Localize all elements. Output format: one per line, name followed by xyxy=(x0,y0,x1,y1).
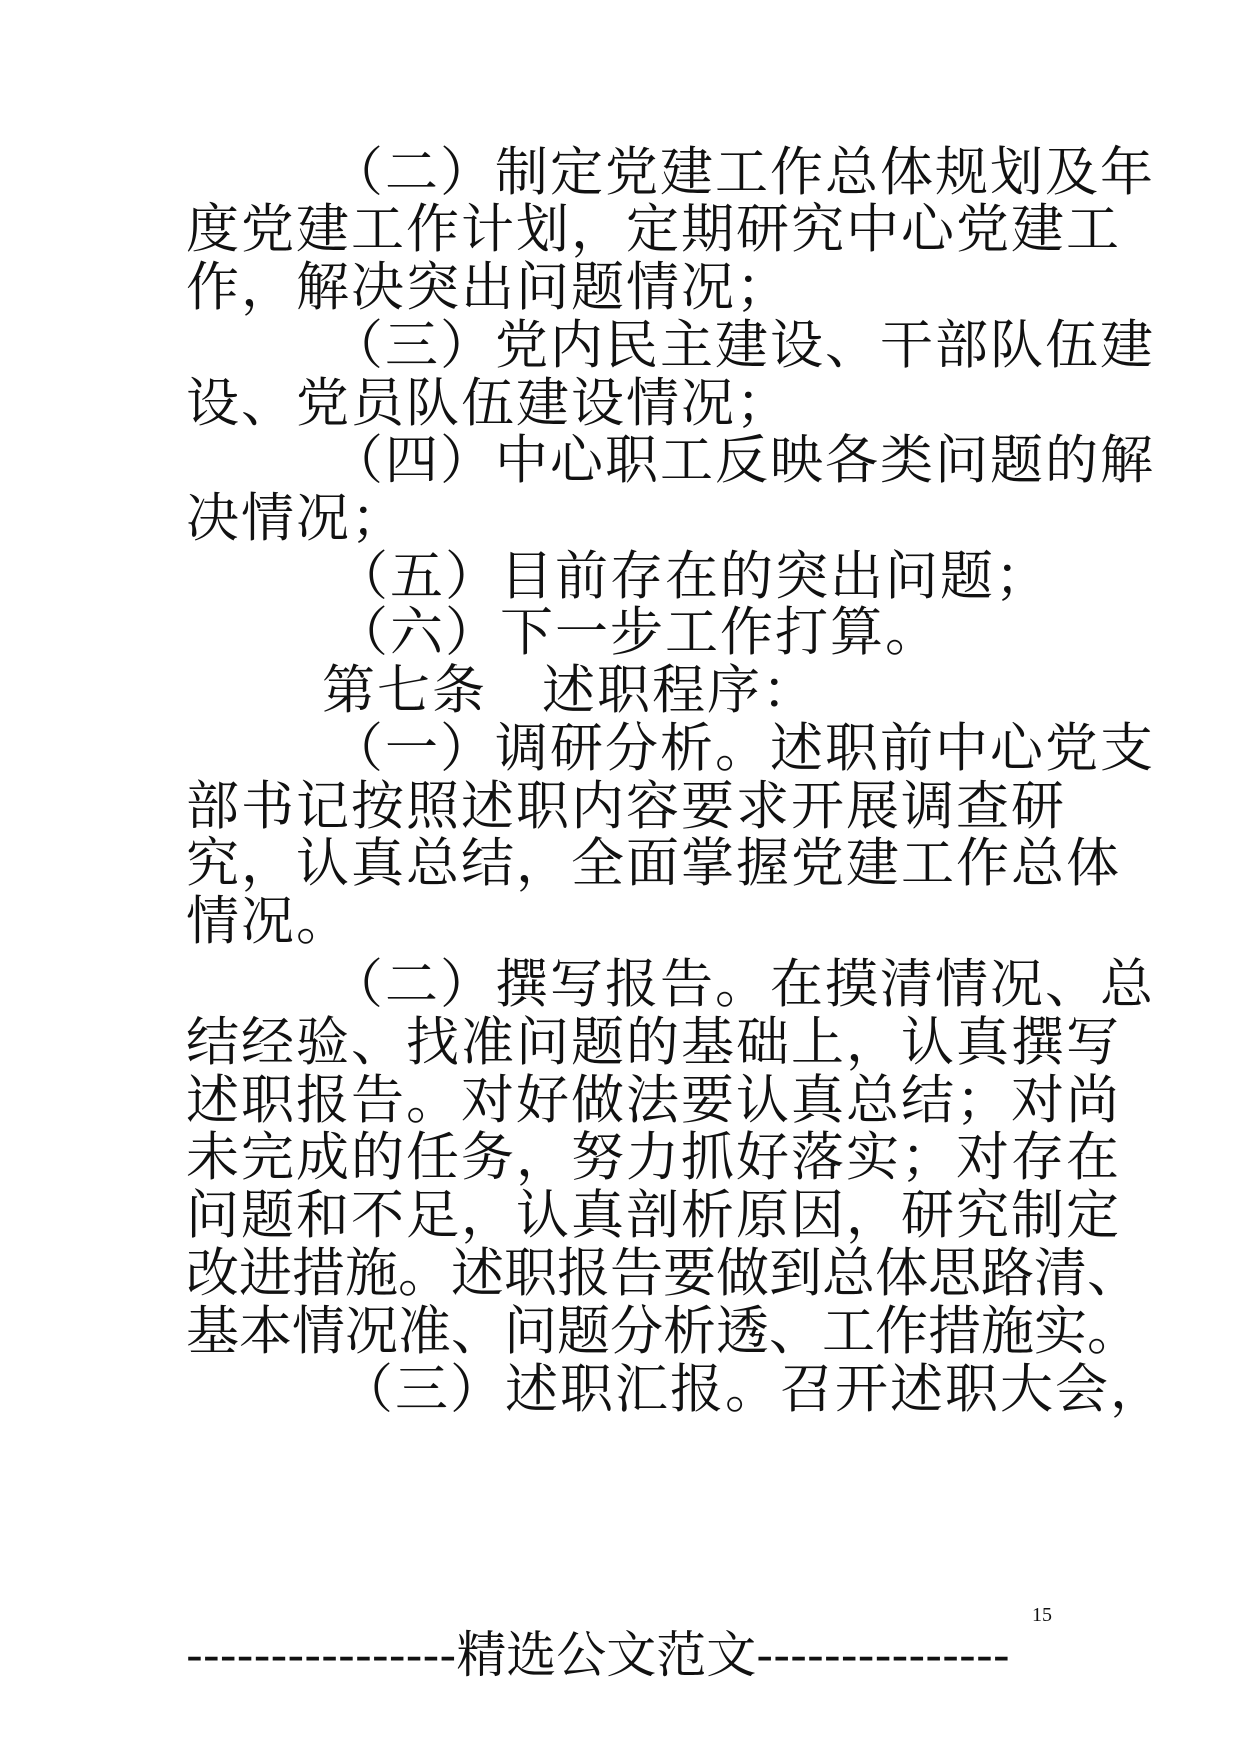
text-line: 改进措施。述职报告要做到总体思路清、 xyxy=(186,1243,1140,1304)
footer-banner: ----------------精选公文范文--------------- xyxy=(186,1626,1010,1684)
text-line: 决情况； xyxy=(186,488,406,549)
text-line: 究，认真总结，全面掌握党建工作总体 xyxy=(186,833,1121,894)
text-line: 设、党员队伍建设情况； xyxy=(186,373,791,434)
text-line: 未完成的任务，努力抓好落实；对存在 xyxy=(186,1127,1121,1188)
text-line: （六）下一步工作打算。 xyxy=(335,602,940,663)
text-line: 部书记按照述职内容要求开展调查研 xyxy=(186,776,1066,837)
text-line: （三）党内民主建设、干部队伍建 xyxy=(330,315,1155,376)
text-line: 基本情况准、问题分析透、工作措施实。 xyxy=(186,1301,1140,1362)
text-line: 情况。 xyxy=(186,891,351,952)
text-line: （三）述职汇报。召开述职大会， xyxy=(340,1359,1165,1420)
page-number: 15 xyxy=(1032,1604,1052,1626)
text-line: （一）调研分析。述职前中心党支 xyxy=(330,718,1155,779)
text-line: 结经验、找准问题的基础上，认真撰写 xyxy=(186,1012,1121,1073)
text-line: 述职报告。对好做法要认真总结；对尚 xyxy=(186,1070,1121,1131)
text-line: （四）中心职工反映各类问题的解 xyxy=(330,430,1155,491)
text-line: 作，解决突出问题情况； xyxy=(186,257,791,318)
text-line: （二）制定党建工作总体规划及年 xyxy=(330,142,1155,203)
text-line: （二）撰写报告。在摸清情况、总 xyxy=(330,954,1155,1015)
text-line: （五）目前存在的突出问题； xyxy=(335,546,1050,607)
text-line: 度党建工作计划，定期研究中心党建工 xyxy=(186,199,1121,260)
article-heading: 第七条 述职程序： xyxy=(322,660,817,721)
text-line: 问题和不足，认真剖析原因，研究制定 xyxy=(186,1185,1121,1246)
